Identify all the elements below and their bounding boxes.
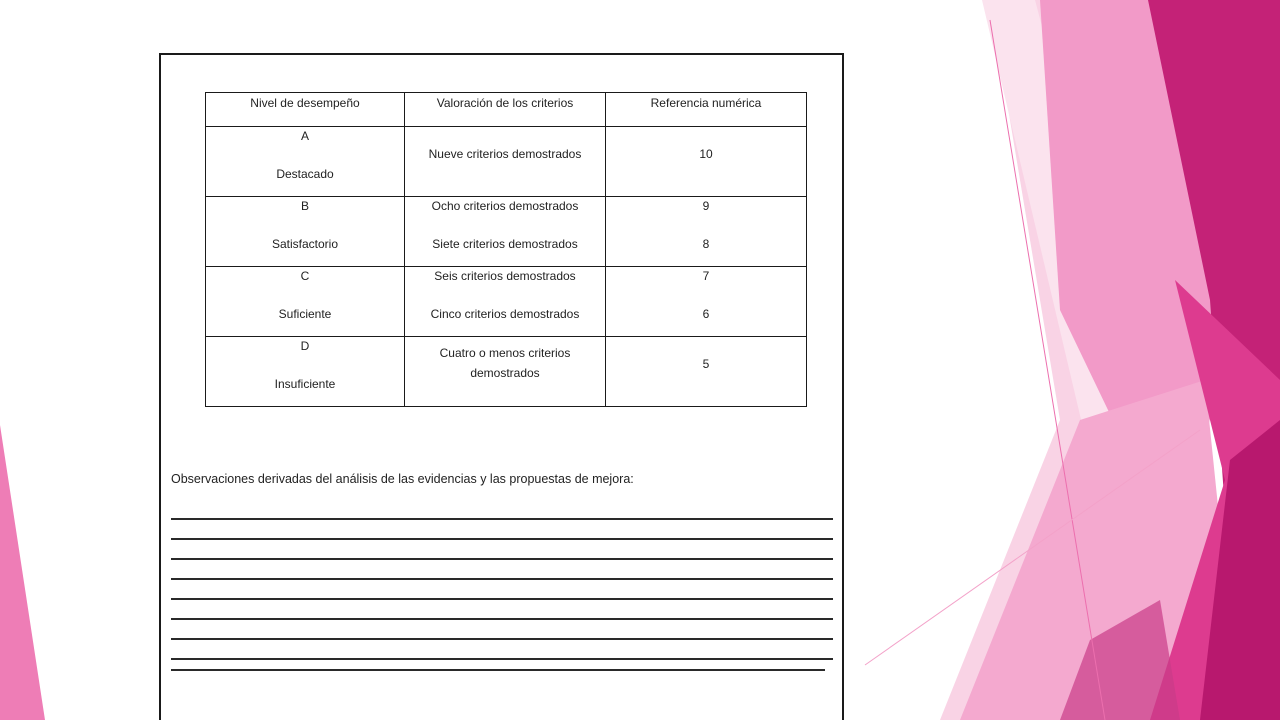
writing-line	[171, 658, 833, 660]
table-row	[206, 337, 807, 407]
criteria-text: Cuatro o menos criterios	[439, 346, 571, 360]
writing-line	[171, 618, 833, 620]
observations-label: Observaciones derivadas del análisis de las evidencias y las propuestas de mejora:	[171, 472, 634, 486]
level-cell	[206, 127, 405, 197]
score-value: 6	[702, 307, 710, 321]
table-row	[206, 267, 807, 337]
score-cell	[606, 197, 807, 267]
score-value: 9	[702, 199, 710, 213]
level-cell	[206, 197, 405, 267]
criteria-cell	[405, 127, 606, 197]
table-header-row	[206, 93, 807, 127]
criteria-text: Siete criterios demostrados	[432, 237, 578, 251]
writing-line	[171, 669, 825, 671]
level-name: Satisfactorio	[271, 237, 339, 251]
score-cell	[606, 127, 807, 197]
writing-line	[171, 538, 833, 540]
level-name: Destacado	[276, 167, 334, 181]
score-value: 7	[702, 269, 710, 283]
header-criteria: Valoración de los criterios	[405, 93, 606, 127]
criteria-cell	[405, 267, 606, 337]
score-value: 10	[699, 147, 713, 161]
score-cell	[606, 337, 807, 407]
score-cell	[606, 267, 807, 337]
level-letter: B	[300, 199, 309, 213]
writing-line	[171, 518, 833, 520]
score-value: 8	[702, 237, 710, 251]
level-name: Suficiente	[278, 307, 332, 321]
score-value: 5	[702, 357, 710, 371]
header-level: Nivel de desempeño	[206, 93, 405, 127]
criteria-text: Seis criterios demostrados	[434, 269, 576, 283]
writing-line	[171, 558, 833, 560]
writing-line	[171, 638, 833, 640]
writing-line	[171, 598, 833, 600]
criteria-text: demostrados	[470, 366, 540, 380]
level-cell	[206, 337, 405, 407]
criteria-text: Nueve criterios demostrados	[428, 147, 582, 161]
writing-line	[171, 578, 833, 580]
header-score: Referencia numérica	[606, 93, 807, 127]
performance-table	[205, 92, 807, 407]
criteria-text: Ocho criterios demostrados	[431, 199, 579, 213]
criteria-cell	[405, 337, 606, 407]
table-row	[206, 127, 807, 197]
level-cell	[206, 267, 405, 337]
level-name: Insuficiente	[274, 377, 336, 391]
level-letter: A	[300, 129, 309, 143]
document-page	[159, 53, 844, 720]
level-letter: C	[300, 269, 310, 283]
level-letter: D	[300, 339, 310, 353]
left-edge-shape	[0, 425, 45, 720]
table-row	[206, 197, 807, 267]
criteria-cell	[405, 197, 606, 267]
criteria-text: Cinco criterios demostrados	[430, 307, 580, 321]
